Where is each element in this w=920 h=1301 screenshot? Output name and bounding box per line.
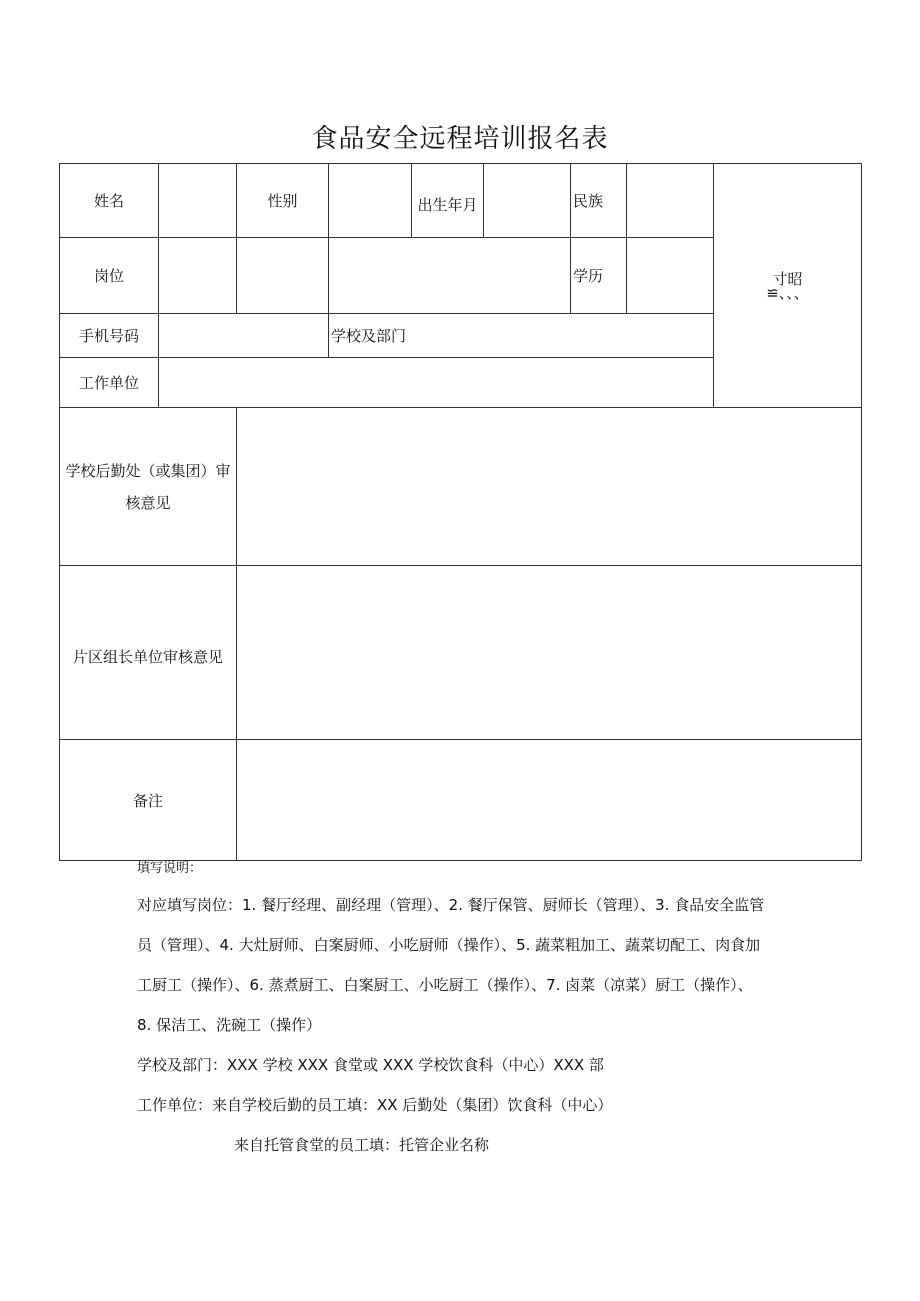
photo-label: 寸昭	[772, 269, 803, 288]
name-label: 姓名	[60, 164, 159, 238]
education-input-cell[interactable]	[627, 238, 714, 314]
instruction-line: 8. 保洁工、洗碗工（操作）	[137, 1016, 322, 1034]
photo-cell[interactable]	[714, 164, 862, 408]
workplace-label: 工作单位	[60, 358, 159, 408]
phone-input-cell[interactable]	[159, 314, 329, 358]
birth-date-label: 出生年月	[412, 164, 484, 238]
remarks-input-cell[interactable]	[237, 740, 862, 861]
district-review-input-cell[interactable]	[237, 566, 862, 740]
gender-label: 性别	[237, 164, 329, 238]
instructions-heading: 填写说明：	[137, 861, 203, 876]
ethnicity-label: 民族	[571, 164, 627, 238]
gender-input-cell[interactable]	[329, 164, 412, 238]
instruction-line: 学校及部门：XXX 学校 XXX 食堂或 XXX 学校饮食科（中心）XXX 部	[137, 1056, 604, 1074]
ethnicity-input-cell[interactable]	[627, 164, 714, 238]
position-label: 岗位	[60, 238, 159, 314]
position-input-cell[interactable]	[159, 238, 237, 314]
logistics-review-input-cell[interactable]	[237, 408, 862, 566]
instruction-line: 对应填写岗位：1. 餐厅经理、副经理（管理）、2. 餐厅保管、厨师长（管理）、3. 食品安全监管	[137, 896, 765, 914]
registration-form-table	[59, 163, 862, 861]
photo-label-note: ≌、、、	[766, 283, 809, 302]
instructions-section	[137, 860, 837, 1165]
instruction-line: 工作单位：来自学校后勤的员工填：XX 后勤处（集团）饮食科（中心）	[137, 1096, 613, 1114]
workplace-input-cell[interactable]	[159, 358, 714, 408]
school-dept-label: 学校及部门	[329, 314, 714, 358]
instruction-line: 来自托管食堂的员工填：托管企业名称	[234, 1136, 490, 1154]
instruction-line: 员（管理）、4. 大灶厨师、白案厨师、小吃厨师（操作）、5. 蔬菜粗加工、蔬菜切配工、肉食加	[137, 936, 761, 954]
instruction-line: 工厨工（操作）、6. 蒸煮厨工、白案厨工、小吃厨工（操作）、7. 卤菜（凉菜）厨工（操作）、	[137, 976, 753, 994]
position-input-cell-3[interactable]	[329, 238, 571, 314]
education-label: 学历	[571, 238, 627, 314]
position-input-cell-2[interactable]	[237, 238, 329, 314]
name-input-cell[interactable]	[159, 164, 237, 238]
district-review-label: 片区组长单位审核意见	[60, 566, 237, 740]
birth-date-input-cell[interactable]	[484, 164, 571, 238]
form-title: 食品安全远程培训报名表	[311, 124, 609, 154]
phone-label: 手机号码	[60, 314, 159, 358]
logistics-review-label: 学校后勤处（或集团）审核意见	[60, 408, 237, 566]
remarks-label: 备注	[60, 740, 237, 861]
